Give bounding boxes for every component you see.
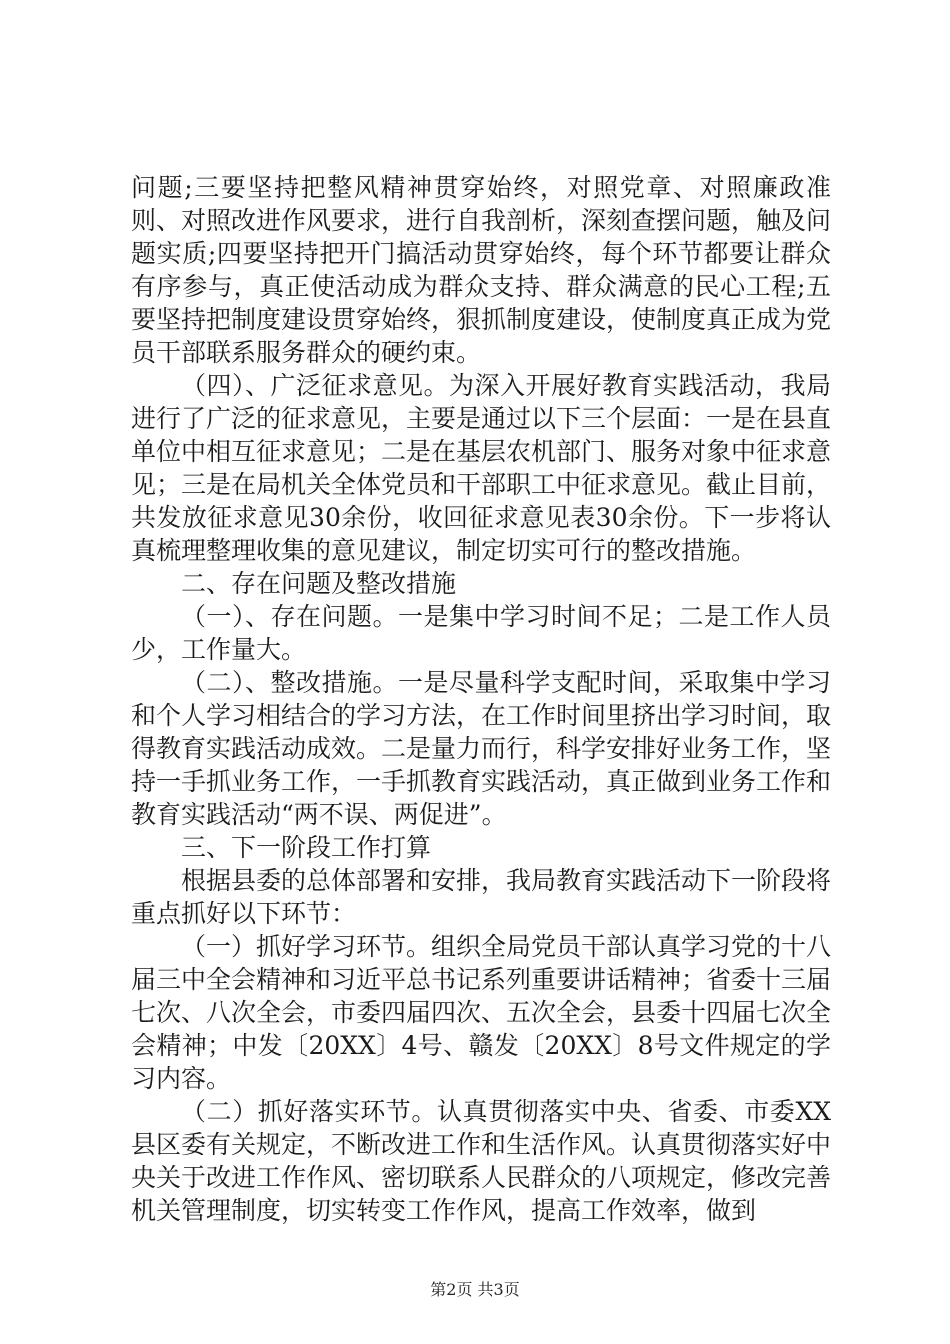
paragraph-implementation-step: （二）抓好落实环节。认真贯彻落实中央、省委、市委XX县区委有关规定，不断改进工作和生活作风。认真贯彻落实好中央关于改进工作作风、密切联系人民群众的八项规定，修改完善机关管理制度，切实转变工作作风，提高工作效率，做到: [131, 1097, 832, 1225]
heading-next-stage-plan: 三、下一阶段工作打算: [181, 833, 432, 862]
heading-problems-and-measures: 二、存在问题及整改措施: [181, 569, 457, 598]
paragraph-existing-problems: （一）、存在问题。一是集中学习时间不足；二是工作人员少，工作量大。: [131, 602, 831, 664]
paragraph-study-step: （一）抓好学习环节。组织全局党员干部认真学习党的十八届三中全会精神和习近平总书记系列重要讲话精神；省委十三届七次、八次全会，市委四届四次、五次全会，县委十四届七次全会精神；中发〔20XX〕4号、赣发〔20XX〕8号文件规定的学习内容。: [131, 932, 832, 1093]
paragraph-section-four: （四）、广泛征求意见。为深入开展好教育实践活动，我局进行了广泛的征求意见，主要是通过以下三个层面：一是在县直单位中相互征求意见；二是在基层农机部门、服务对象中征求意见；三是在局机关全体党员和干部职工中征求意见。截止目前，共发放征求意见30余份，收回征求意见表30余份。下一步将认真梳理整理收集的意见建议，制定切实可行的整改措施。: [131, 371, 832, 565]
paragraph-rectification-measures: （二）、整改措施。一是尽量科学支配时间，采取集中学习和个人学习相结合的学习方法，在工作时间里挤出学习时间，取得教育实践活动成效。二是量力而行，科学安排好业务工作，坚持一手抓业务工作，一手抓教育实践活动，真正做到业务工作和教育实践活动“两不误、两促进”。: [131, 668, 832, 829]
paragraph-next-stage-intro: 根据县委的总体部署和安排，我局教育实践活动下一阶段将重点抓好以下环节：: [131, 866, 832, 928]
document-body: [131, 171, 831, 1227]
paragraph-continuation: 问题;三要坚持把整风精神贯穿始终，对照党章、对照廉政准则、对照改进作风要求，进行自我剖析，深刻查摆问题，触及问题实质;四要坚持把开门搞活动贯穿始终，每个环节都要让群众有序参与，真正使活动成为群众支持、群众满意的民心工程;五要坚持把制度建设贯穿始终，狠抓制度建设，使制度真正成为党员干部联系服务群众的硬约束。: [131, 173, 832, 367]
page-number-footer: 第2页 共3页: [430, 1280, 520, 1299]
